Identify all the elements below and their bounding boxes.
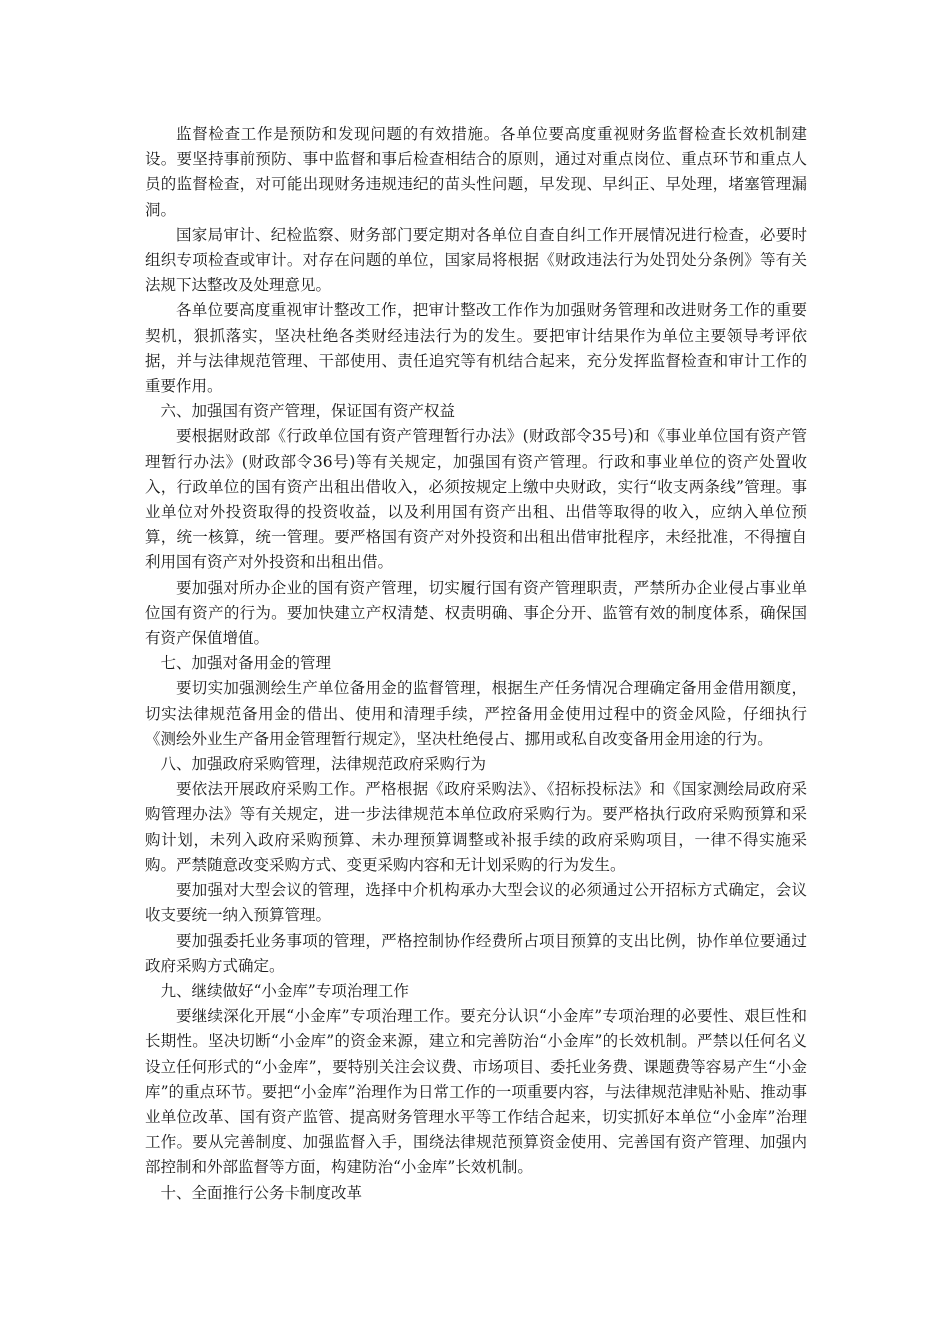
section-heading: 七、加强对备用金的管理	[160, 654, 332, 673]
paragraph: 要切实加强测绘生产单位备用金的监督管理，根据生产任务情况合理确定备用金借用额度，切实法律规范备用金的借出、使用和清理手续，严控备用金使用过程中的资金风险，仔细执行《测绘外业生产备用金管理暂行规定》，坚决杜绝侵占、挪用或私自改变备用金用途的行为。	[145, 679, 807, 748]
paragraph: 要加强对大型会议的管理，选择中介机构承办大型会议的必须通过公开招标方式确定，会议收支要统一纳入预算管理。	[145, 881, 807, 925]
document-body	[145, 122, 807, 1206]
paragraph: 国家局审计、纪检监察、财务部门要定期对各单位自查自纠工作开展情况进行检查，必要时组织专项检查或审计。对存在问题的单位，国家局将根据《财政违法行为处罚处分条例》等有关法规下达整改及处理意见。	[145, 225, 807, 295]
paragraph: 要加强对所办企业的国有资产管理，切实履行国有资产管理职责，严禁所办企业侵占事业单位国有资产的行为。要加快建立产权清楚、权责明确、事企分开、监管有效的制度体系，确保国有资产保值增值。	[145, 578, 807, 648]
paragraph: 监督检查工作是预防和发现问题的有效措施。各单位要高度重视财务监督检查长效机制建设。要坚持事前预防、事中监督和事后检查相结合的原则，通过对重点岗位、重点环节和重点人员的监督检查，对可能出现财务违规违纪的苗头性问题，早发现、早纠正、早处理，堵塞管理漏洞。	[145, 125, 807, 219]
section-heading: 九、继续做好“小金库”专项治理工作	[160, 981, 409, 1000]
section-heading: 十、全面推行公务卡制度改革	[160, 1183, 363, 1202]
paragraph: 要加强委托业务事项的管理，严格控制协作经费所占项目预算的支出比例，协作单位要通过政府采购方式确定。	[145, 931, 807, 975]
paragraph: 各单位要高度重视审计整改工作，把审计整改工作作为加强财务管理和改进财务工作的重要契机，狠抓落实，坚决杜绝各类财经违法行为的发生。要把审计结果作为单位主要领导考评依据，并与法律规范管理、干部使用、责任追究等有机结合起来，充分发挥监督检查和审计工作的重要作用。	[145, 301, 807, 396]
paragraph: 要依法开展政府采购工作。严格根据《政府采购法》、《招标投标法》和《国家测绘局政府采购管理办法》等有关规定，进一步法律规范本单位政府采购行为。要严格执行政府采购预算和采购计划，未列入政府采购预算、未办理预算调整或补报手续的政府采购项目，一律不得实施采购。严禁随意改变采购方式、变更采购内容和无计划采购的行为发生。	[145, 780, 807, 874]
section-heading: 六、加强国有资产管理，保证国有资产权益	[160, 402, 456, 421]
paragraph: 要继续深化开展“小金库”专项治理工作。要充分认识“小金库”专项治理的必要性、艰巨性和长期性。坚决切断“小金库”的资金来源，建立和完善防治“小金库”的长效机制。严禁以任何名义设立任何形式的“小金库”，要特别关注会议费、市场项目、委托业务费、课题费等容易产生“小金库”的重点环节。要把“小金库”治理作为日常工作的一项重要内容，与法律规范津贴补贴、推动事业单位改革、国有资产监管、提高财务管理水平等工作结合起来，切实抓好本单位“小金库”治理工作。要从完善制度、加强监督入手，围绕法律规范预算资金使用、完善国有资产管理、加强内部控制和外部监督等方面，构建防治“小金库”长效机制。	[145, 1007, 807, 1177]
paragraph: 要根据财政部《行政单位国有资产管理暂行办法》(财政部令35号)和《事业单位国有资产管理暂行办法》(财政部令36号)等有关规定，加强国有资产管理。行政和事业单位的资产处置收入，行政单位的国有资产出租出借收入，必须按规定上缴中央财政，实行“收支两条线”管理。事业单位对外投资取得的投资收益，以及利用国有资产出租、出借等取得的收入，应纳入单位预算，统一核算，统一管理。要严格国有资产对外投资和出租出借审批程序，未经批准，不得擅自利用国有资产对外投资和出租出借。	[145, 427, 807, 572]
section-heading: 八、加强政府采购管理，法律规范政府采购行为	[160, 755, 487, 774]
